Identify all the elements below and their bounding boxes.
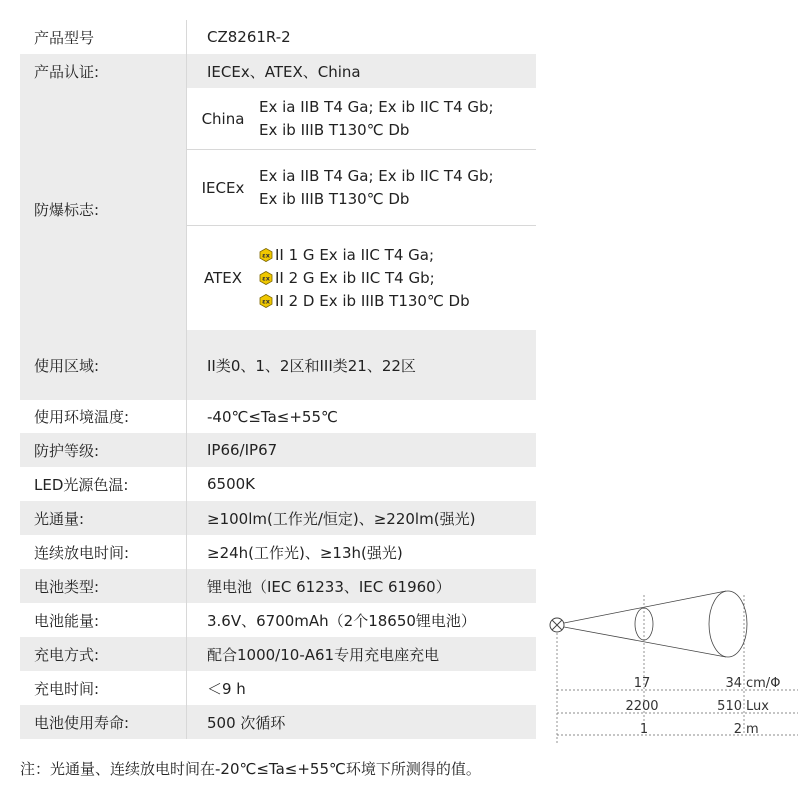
distance-near: 1 [639, 722, 649, 737]
spec-label: 光通量: [34, 509, 85, 528]
diameter-far: 34 [725, 676, 742, 691]
ex-marking-iecex [187, 150, 536, 226]
ex-marking-line: Ex ib IIIB T130℃ Db [259, 189, 410, 208]
ex-hexagon-icon [259, 248, 273, 262]
spec-row-discharge [20, 535, 536, 569]
spec-label: 防护等级: [34, 441, 100, 460]
spec-value: 500 次循环 [186, 705, 536, 739]
ex-marking-list [186, 88, 536, 330]
ex-marking-text [259, 165, 494, 211]
beam-diagram [540, 585, 800, 745]
ex-marking-china [187, 88, 536, 150]
spec-value: 3.6V、6700mAh（2个18650锂电池） [186, 603, 536, 637]
spec-row-charge-time [20, 671, 536, 705]
ex-marking-name: ATEX [203, 269, 242, 287]
ex-marking-line-text: II 1 G Ex ia IIC T4 Ga; [275, 245, 435, 264]
spec-label: 电池使用寿命: [34, 713, 130, 732]
beam-edge-top [564, 591, 726, 623]
ex-marking-line [259, 290, 470, 313]
ex-marking-text [259, 244, 470, 313]
ex-marking-block [20, 88, 536, 330]
ex-marking-line: Ex ia IIB T4 Ga; Ex ib IIC T4 Gb; [259, 97, 494, 116]
diameter-near: 17 [633, 676, 651, 691]
spec-value: CZ8261R-2 [186, 20, 536, 54]
spec-label: 电池能量: [34, 611, 100, 630]
spec-value: -40℃≤Ta≤+55℃ [186, 400, 536, 433]
ex-marking-line: Ex ia IIB T4 Ga; Ex ib IIC T4 Gb; [259, 166, 494, 185]
ex-marking-line [259, 267, 470, 290]
spec-label: 防爆标志: [34, 200, 100, 219]
spec-row-battery-type [20, 569, 536, 603]
svg-text:εx: εx [262, 251, 270, 260]
light-source-icon [550, 618, 564, 632]
spec-row-charging [20, 637, 536, 671]
lux-unit: Lux [746, 699, 769, 714]
spec-label: 使用区域: [34, 356, 100, 375]
spec-row-certification [20, 54, 536, 88]
spec-table [20, 20, 536, 739]
spec-row-color-temp [20, 467, 536, 501]
distance-far: 2 [733, 722, 742, 737]
spec-row-temperature [20, 400, 536, 433]
spec-value: II类0、1、2区和III类21、22区 [186, 330, 536, 400]
ex-marking-name: China [201, 109, 245, 128]
distance-unit: m [746, 722, 759, 737]
beam-edge-bottom [564, 627, 726, 657]
footnote: 注：光通量、连续放电时间在-20℃≤Ta≤+55℃环境下所测得的值。 [20, 760, 481, 778]
ex-marking-line-text: II 2 D Ex ib IIIB T130℃ Db [275, 291, 470, 310]
spec-row-battery-energy [20, 603, 536, 637]
beam-far-ellipse [709, 591, 747, 657]
ex-marking-atex [187, 226, 536, 330]
spec-value: IP66/IP67 [186, 433, 536, 467]
spec-label: 电池类型: [34, 577, 100, 596]
spec-value: ≥24h(工作光)、≥13h(强光) [186, 535, 536, 569]
ex-marking-line: Ex ib IIIB T130℃ Db [259, 120, 410, 139]
spec-value: ≥100lm(工作光/恒定)、≥220lm(强光) [186, 501, 536, 535]
spec-value: 配合1000/10-A61专用充电座充电 [186, 637, 536, 671]
svg-text:εx: εx [262, 274, 270, 283]
ex-hexagon-icon [259, 294, 273, 308]
ex-marking-text [259, 96, 494, 142]
spec-label: 产品型号 [34, 28, 95, 47]
spec-label: LED光源色温: [34, 475, 129, 494]
ex-marking-name: IECEx [201, 178, 245, 197]
lux-far: 510 [717, 699, 742, 714]
svg-text:εx: εx [262, 297, 270, 306]
spec-label: 充电时间: [34, 679, 100, 698]
spec-row-battery-life [20, 705, 536, 739]
spec-row-flux [20, 501, 536, 535]
spec-label: 连续放电时间: [34, 543, 130, 562]
spec-label: 使用环境温度: [34, 408, 130, 426]
ex-hexagon-icon [259, 271, 273, 285]
diameter-unit: cm/Φ [746, 676, 781, 691]
lux-near: 2200 [625, 699, 659, 714]
spec-row-zone [20, 330, 536, 400]
spec-value: ＜9 h [186, 671, 536, 705]
ex-marking-line [259, 244, 470, 267]
ex-marking-line-text: II 2 G Ex ib IIC T4 Gb; [275, 268, 435, 287]
spec-value: 锂电池（IEC 61233、IEC 61960） [186, 569, 536, 603]
spec-label: 充电方式: [34, 645, 100, 664]
spec-value: IECEx、ATEX、China [186, 54, 536, 88]
spec-label: 产品认证: [34, 62, 100, 81]
spec-row-model [20, 20, 536, 54]
spec-row-protection [20, 433, 536, 467]
spec-value: 6500K [186, 467, 536, 501]
